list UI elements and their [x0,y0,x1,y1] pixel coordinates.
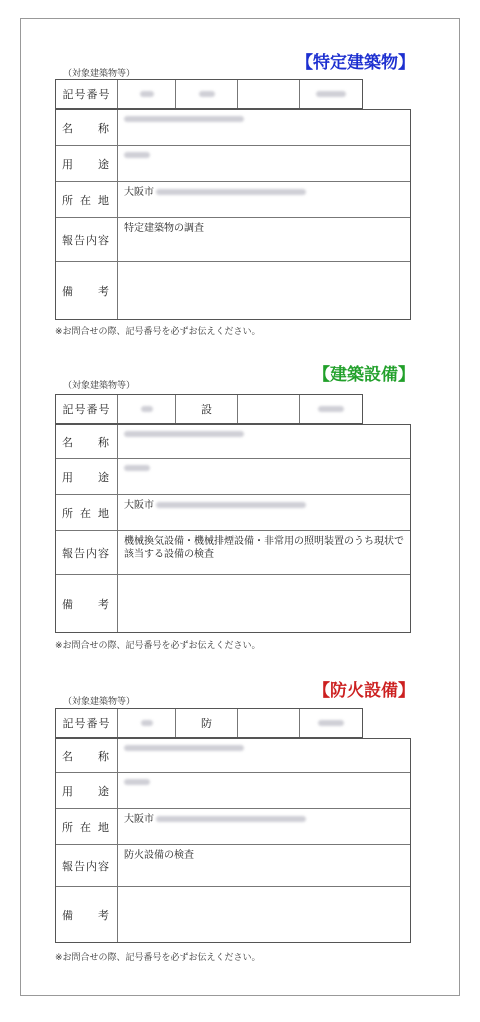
record-number-label: 記号番号 [56,395,118,423]
details-table [55,738,411,943]
record-part-c [238,395,300,423]
row-remarks [56,574,410,632]
row-address [56,494,410,530]
value-name [118,110,410,145]
label-report: 報告内容 [56,845,118,886]
details-table [55,109,411,320]
record-number-label: 記号番号 [56,80,118,108]
record-number-label: 記号番号 [56,709,118,737]
label-report: 報告内容 [56,531,118,574]
row-report [56,530,410,574]
value-use [118,773,410,808]
row-use [56,145,410,181]
record-part-b: 防 [176,709,238,737]
record-number-row [55,708,363,738]
value-report: 機械換気設備・機械排煙設備・非常用の照明装置のうち現状で該当する設備の検査 [124,536,404,560]
label-use: 用 途 [56,459,118,494]
label-address: 所 在 地 [56,495,118,530]
value-remarks [118,262,410,319]
record-number-row [55,79,363,109]
record-part-a [118,395,176,423]
label-remarks: 備 考 [56,575,118,632]
row-report [56,217,410,261]
label-remarks: 備 考 [56,887,118,942]
label-name: 名 称 [56,739,118,772]
label-address: 所 在 地 [56,809,118,844]
target-label: （対象建築物等） [63,69,136,79]
contact-note: ※お問合せの際、記号番号を必ずお伝えください。 [55,953,261,963]
contact-note: ※お問合せの際、記号番号を必ずお伝えください。 [55,327,261,337]
section-title: 【特定建築物】 [296,53,415,73]
value-remarks [118,887,410,942]
row-report [56,844,410,886]
record-part-b [176,80,238,108]
value-address: 大阪市 [118,809,410,844]
record-part-c [238,80,300,108]
value-use [118,146,410,181]
row-use [56,458,410,494]
label-use: 用 途 [56,146,118,181]
row-remarks [56,886,410,942]
record-part-d [300,80,362,108]
target-label: （対象建築物等） [63,697,136,707]
record-part-c [238,709,300,737]
contact-note: ※お問合せの際、記号番号を必ずお伝えください。 [55,641,261,651]
label-use: 用 途 [56,773,118,808]
record-number-row [55,394,363,424]
value-name [118,425,410,458]
value-remarks [118,575,410,632]
target-label: （対象建築物等） [63,381,136,391]
section-building-equipment [55,356,415,656]
row-address [56,808,410,844]
record-part-d [300,709,362,737]
value-report: 防火設備の検査 [124,850,194,861]
value-report: 特定建築物の調査 [124,223,204,234]
row-use [56,772,410,808]
value-address: 大阪市 [118,182,410,217]
label-name: 名 称 [56,110,118,145]
record-part-a [118,709,176,737]
label-address: 所 在 地 [56,182,118,217]
value-address: 大阪市 [118,495,410,530]
value-name [118,739,410,772]
row-name [56,109,410,145]
record-part-b: 設 [176,395,238,423]
section-title: 【防火設備】 [313,681,415,701]
label-report: 報告内容 [56,218,118,261]
record-part-d [300,395,362,423]
value-use [118,459,410,494]
row-address [56,181,410,217]
section-specified-building [55,46,415,346]
section-fire-equipment [55,672,415,972]
row-name [56,424,410,458]
row-name [56,738,410,772]
row-remarks [56,261,410,319]
details-table [55,424,411,633]
label-remarks: 備 考 [56,262,118,319]
record-part-a [118,80,176,108]
label-name: 名 称 [56,425,118,458]
section-title: 【建築設備】 [313,365,415,385]
